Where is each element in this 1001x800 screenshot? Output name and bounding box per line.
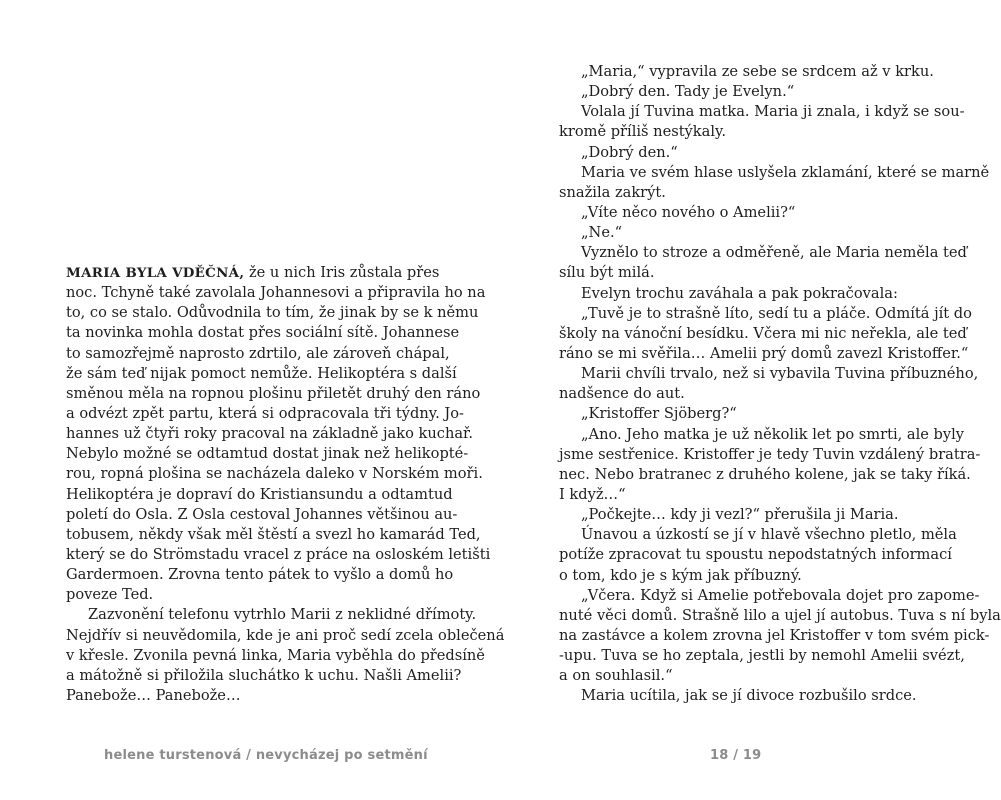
text-line: snažila zakrýt. — [559, 183, 666, 201]
text-line: „Včera. Když si Amelie potřebovala dojet pro zapome- — [581, 586, 980, 604]
text-line: Panebože… Panebože… — [66, 686, 241, 704]
text-line: Gardermoen. Zrovna tento pátek to vyšlo a domů ho — [66, 566, 454, 584]
text-line: kromě příliš nestýkaly. — [559, 123, 726, 141]
text-line: „Ne.“ — [581, 224, 623, 242]
text-line: rou, ropná plošina se nacházela daleko v Norském moři. — [66, 465, 483, 483]
text-line: „Počkejte… kdy ji vezl?“ přerušila ji Maria. — [581, 506, 899, 524]
text-line: nadšence do aut. — [559, 385, 685, 403]
running-head: helene turstenová / nevycházej po setmění — [104, 748, 428, 763]
text-line: ráno se mi svěřila… Amelii prý domů zavezl Kristoffer.“ — [559, 344, 969, 362]
page-numbers: 18 / 19 — [710, 748, 762, 763]
text-line: „Ano. Jeho matka je už několik let po smrti, ale byly — [581, 425, 965, 443]
text-line: jsme sestřenice. Kristoffer je tedy Tuvin vzdálený bratra- — [559, 445, 981, 463]
text-line: Nebylo možné se odtamtud dostat jinak než helikopté- — [66, 445, 469, 463]
text-line: „Kristoffer Sjöberg?“ — [581, 405, 737, 423]
text-line: Zazvonění telefonu vytrhlo Marii z neklidné dřímoty. — [88, 606, 477, 624]
text-line — [66, 263, 440, 283]
text-line: sílu být milá. — [559, 264, 655, 282]
text-line: a on souhlasil.“ — [559, 667, 673, 685]
right-page — [559, 62, 1001, 707]
text-line: hannes už čtyři roky pracoval na základně jako kuchař. — [66, 425, 474, 443]
text-line: o tom, kdo je s kým jak příbuzný. — [559, 566, 802, 584]
chapter-lead-in: MARIA BYLA VDĚČNÁ, — [66, 265, 245, 281]
text-line: Nejdřív si neuvědomila, kde je ani proč sedí zcela oblečená — [66, 626, 505, 644]
text-line: v křesle. Zvonila pevná linka, Maria vyběhla do předsíně — [66, 646, 485, 664]
text-line: „Víte něco nového o Amelii?“ — [581, 203, 796, 221]
text-line: to samozřejmě naprosto zdrtilo, ale zároveň chápal, — [66, 344, 450, 362]
text-line: Marii chvíli trvalo, než si vybavila Tuvina příbuzného, — [581, 365, 979, 383]
text-line: Evelyn trochu zaváhala a pak pokračovala: — [581, 284, 898, 302]
text-line: potíže zpracovat tu spoustu nepodstatných informací — [559, 546, 952, 564]
text-line: ta novinka mohla dostat přes sociální sítě. Johannese — [66, 324, 460, 342]
text-line: „Dobrý den. Tady je Evelyn.“ — [581, 83, 795, 101]
text-line: Vyznělo to stroze a odměřeně, ale Maria neměla teď — [581, 244, 967, 262]
text-line: který se do Strömstadu vracel z práce na osloském letišti — [66, 545, 491, 563]
text-line: „Dobrý den.“ — [581, 143, 678, 161]
text-line: Volala jí Tuvina matka. Maria ji znala, i když se sou- — [581, 103, 965, 121]
text-line: a odvézt zpět partu, která si odpracovala tři týdny. Jo- — [66, 404, 464, 422]
line-text: že u nich Iris zůstala přes — [244, 264, 440, 281]
text-line: „Maria,“ vypravila ze sebe se srdcem až v krku. — [581, 63, 934, 80]
text-line: na zastávce a kolem zrovna jel Kristoffer v tom svém pick- — [559, 626, 990, 644]
text-line: Únavou a úzkostí se jí v hlavě všechno pletlo, měla — [581, 526, 957, 544]
text-line: školy na vánoční besídku. Včera mi nic neřekla, ale teď — [559, 324, 967, 342]
text-line: -upu. Tuva se ho zeptala, jestli by nemohl Amelii svézt, — [559, 647, 965, 665]
text-line: nuté věci domů. Strašně lilo a ujel jí autobus. Tuva s ní byla — [559, 606, 1001, 624]
left-page — [66, 263, 505, 706]
text-line: směnou měla na ropnou plošinu přiletět druhý den ráno — [66, 384, 481, 402]
text-line: tobusem, někdy však měl štěstí a svezl ho kamarád Ted, — [66, 525, 481, 543]
text-line: poveze Ted. — [66, 586, 154, 604]
text-line: a mátožně si přiložila sluchátko k uchu. Našli Amelii? — [66, 666, 462, 684]
text-line: to, co se stalo. Odůvodnila to tím, že jinak by se k němu — [66, 304, 479, 322]
text-line: Maria ucítila, jak se jí divoce rozbušilo srdce. — [581, 687, 917, 705]
text-line: že sám teď nijak pomoct nemůže. Helikoptéra s další — [66, 364, 457, 382]
text-line: Helikoptéra je dopraví do Kristiansundu a odtamtud — [66, 485, 453, 503]
text-line: I když…“ — [559, 485, 626, 503]
text-line: Maria ve svém hlase uslyšela zklamání, které se marně — [581, 163, 990, 181]
text-line: poletí do Osla. Z Osla cestoval Johannes většinou au- — [66, 505, 458, 523]
text-line: „Tuvě je to strašně líto, sedí tu a pláče. Odmítá jít do — [581, 304, 972, 322]
text-line: nec. Nebo bratranec z druhého kolene, jak se taky říká. — [559, 465, 971, 483]
text-line: noc. Tchyně také zavolala Johannesovi a připravila ho na — [66, 284, 486, 302]
